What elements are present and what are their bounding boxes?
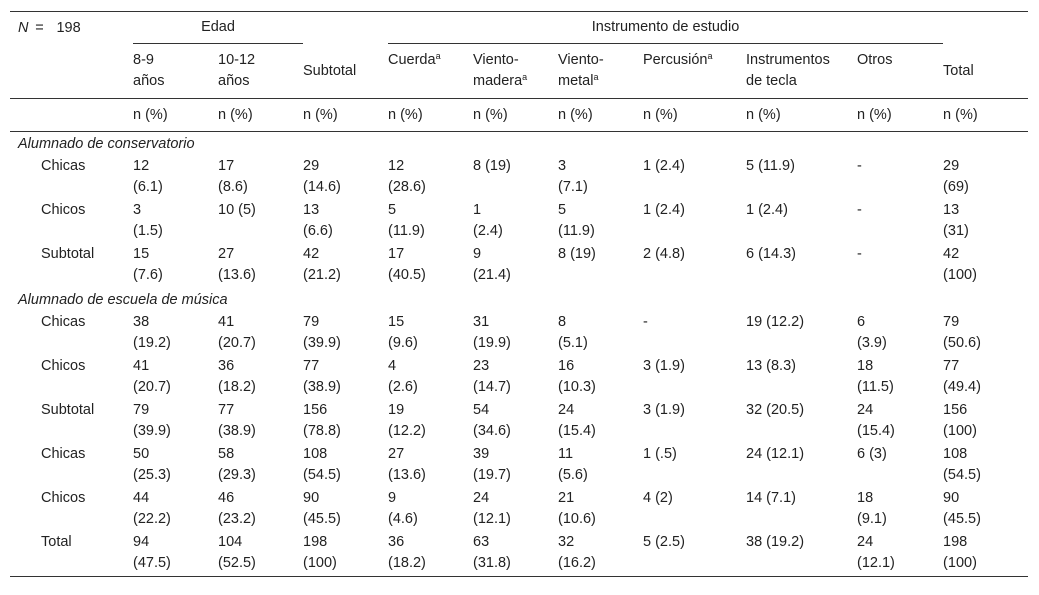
row-label: Subtotal xyxy=(41,402,95,418)
unit-header: n (%) xyxy=(303,99,388,132)
data-cell: 79 (39.9) xyxy=(133,402,171,439)
row-label: Chicas xyxy=(41,446,86,462)
column-header: Cuerda$^a$ xyxy=(388,45,473,99)
data-cell: 27 (13.6) xyxy=(388,446,426,483)
data-cell: 156 (78.8) xyxy=(303,402,341,439)
table-row xyxy=(10,532,1028,577)
data-cell: 39 (19.7) xyxy=(473,446,511,483)
data-cell: 1 (2.4) xyxy=(473,202,503,239)
table-row xyxy=(10,244,1028,288)
data-cell: 156 (100) xyxy=(943,402,977,439)
data-cell: 9 (4.6) xyxy=(388,490,418,527)
data-cell: 90 (45.5) xyxy=(303,490,341,527)
data-cell: - xyxy=(643,314,648,330)
header-unit-row xyxy=(10,99,1028,132)
data-cell: 19 (12.2) xyxy=(746,314,805,330)
table-row xyxy=(10,156,1028,200)
instrument-group-header: Instrumento de estudio xyxy=(388,12,943,45)
data-cell: 5 (2.5) xyxy=(643,532,746,577)
data-cell: 3 (1.9) xyxy=(643,358,685,374)
data-cell: 108 (54.5) xyxy=(303,446,341,483)
data-cell: 24 (15.4) xyxy=(558,402,596,439)
data-cell: 50 (25.3) xyxy=(133,446,171,483)
data-cell: 17 (40.5) xyxy=(388,246,426,283)
data-cell: 13 (8.3) xyxy=(746,358,796,374)
data-cell: - xyxy=(857,202,862,218)
header-columns-row xyxy=(10,45,1028,99)
data-cell: 54 (34.6) xyxy=(473,402,511,439)
table-row xyxy=(10,356,1028,400)
column-header: 10-12 años xyxy=(218,45,303,99)
data-cell: 79 (39.9) xyxy=(303,314,341,351)
data-cell: 79 (50.6) xyxy=(943,314,981,351)
data-cell: 16 (10.3) xyxy=(558,358,596,395)
data-cell: 8 (5.1) xyxy=(558,314,588,351)
data-cell: 1 (2.4) xyxy=(746,202,788,218)
data-cell: 44 (22.2) xyxy=(133,490,171,527)
unit-header: n (%) xyxy=(943,99,1028,132)
row-label: Chicos xyxy=(41,490,86,506)
section-row xyxy=(10,132,1028,157)
statistics-table xyxy=(10,11,1028,577)
unit-header: n (%) xyxy=(218,99,303,132)
data-cell: 23 (14.7) xyxy=(473,358,511,395)
unit-header: n (%) xyxy=(558,99,643,132)
data-cell: 198 (100) xyxy=(303,532,388,577)
table-row xyxy=(10,488,1028,532)
data-cell: 32 (20.5) xyxy=(746,402,805,418)
data-cell: 63 (31.8) xyxy=(473,532,558,577)
unit-header: n (%) xyxy=(746,99,857,132)
unit-header: n (%) xyxy=(643,99,746,132)
data-cell: 29 (69) xyxy=(943,158,969,195)
column-header: Percusión$^a$ xyxy=(643,45,746,99)
data-cell: 77 (38.9) xyxy=(303,358,341,395)
data-cell: 5 (11.9) xyxy=(558,202,595,239)
data-cell: 14 (7.1) xyxy=(746,490,796,506)
column-header: Total xyxy=(943,45,1028,99)
data-cell: 94 (47.5) xyxy=(133,532,218,577)
data-cell: 108 (54.5) xyxy=(943,446,981,483)
table-body xyxy=(10,132,1028,577)
data-cell: 24 (12.1) xyxy=(746,446,805,462)
section-row xyxy=(10,288,1028,312)
data-cell: 1 (.5) xyxy=(643,446,677,462)
data-cell: 58 (29.3) xyxy=(218,446,256,483)
data-cell: 13 (31) xyxy=(943,202,969,239)
data-cell: 8 (19) xyxy=(558,246,596,262)
data-cell: 36 (18.2) xyxy=(388,532,473,577)
data-cell: 3 (1.5) xyxy=(133,202,163,239)
data-cell: 42 (21.2) xyxy=(303,246,341,283)
data-cell: 13 (6.6) xyxy=(303,202,333,239)
data-cell: 6 (3) xyxy=(857,446,887,462)
data-cell: 17 (8.6) xyxy=(218,158,248,195)
unit-header: n (%) xyxy=(473,99,558,132)
column-header: Instrumentos de tecla xyxy=(746,45,857,99)
row-label: Subtotal xyxy=(41,246,95,262)
data-cell: 24 (15.4) xyxy=(857,402,895,439)
age-group-header: Edad xyxy=(133,12,303,45)
data-cell: 198 (100) xyxy=(943,532,1028,577)
column-header: 8-9 años xyxy=(133,45,218,99)
data-cell: 8 (19) xyxy=(473,158,511,174)
data-cell: 11 (5.6) xyxy=(558,446,588,483)
sample-size-cell: N = 198 xyxy=(10,12,133,45)
data-cell: 18 (9.1) xyxy=(857,490,887,527)
data-cell: 10 (5) xyxy=(218,202,256,218)
column-header: Viento- madera$^a$ xyxy=(473,45,558,99)
data-cell: 9 (21.4) xyxy=(473,246,511,283)
data-cell: 32 (16.2) xyxy=(558,532,643,577)
table-row xyxy=(10,444,1028,488)
column-header: Otros xyxy=(857,45,943,99)
data-cell: 6 (14.3) xyxy=(746,246,796,262)
data-cell: 27 (13.6) xyxy=(218,246,256,283)
row-label: Chicos xyxy=(41,202,86,218)
data-cell: 4 (2.6) xyxy=(388,358,418,395)
data-cell: 41 (20.7) xyxy=(218,314,256,351)
data-cell: 77 (49.4) xyxy=(943,358,981,395)
table-row xyxy=(10,312,1028,356)
row-label: Total xyxy=(10,532,133,577)
data-cell: 5 (11.9) xyxy=(746,158,795,174)
data-cell: 15 (7.6) xyxy=(133,246,163,283)
data-cell: 1 (2.4) xyxy=(643,202,685,218)
table-row xyxy=(10,200,1028,244)
data-cell: - xyxy=(857,246,862,262)
data-cell: 29 (14.6) xyxy=(303,158,341,195)
data-cell: 104 (52.5) xyxy=(218,532,303,577)
data-cell: 24 (12.1) xyxy=(473,490,511,527)
row-label: Chicas xyxy=(41,158,86,174)
table-row xyxy=(10,400,1028,444)
data-cell: 5 (11.9) xyxy=(388,202,425,239)
unit-header: n (%) xyxy=(857,99,943,132)
data-cell: 4 (2) xyxy=(643,490,673,506)
data-cell: 15 (9.6) xyxy=(388,314,418,351)
unit-header: n (%) xyxy=(133,99,218,132)
data-cell: 12 (28.6) xyxy=(388,158,426,195)
data-cell: 1 (2.4) xyxy=(643,158,685,174)
data-cell: 38 (19.2) xyxy=(133,314,171,351)
data-cell: 38 (19.2) xyxy=(746,532,857,577)
data-cell: 42 (100) xyxy=(943,246,977,283)
data-cell: 90 (45.5) xyxy=(943,490,981,527)
header-group-row xyxy=(10,12,1028,45)
data-cell: 77 (38.9) xyxy=(218,402,256,439)
column-header: Subtotal xyxy=(303,45,388,99)
data-cell: 12 (6.1) xyxy=(133,158,163,195)
row-label: Chicas xyxy=(41,314,86,330)
column-header: Viento- metal$^a$ xyxy=(558,45,643,99)
data-cell: 24 (12.1) xyxy=(857,532,943,577)
data-cell: 46 (23.2) xyxy=(218,490,256,527)
data-cell: - xyxy=(857,158,862,174)
section-title: Alumnado de escuela de música xyxy=(18,292,228,308)
unit-header: n (%) xyxy=(388,99,473,132)
data-cell: 2 (4.8) xyxy=(643,246,685,262)
data-cell: 3 (1.9) xyxy=(643,402,685,418)
row-label: Chicos xyxy=(41,358,86,374)
data-cell: 3 (7.1) xyxy=(558,158,588,195)
data-cell: 21 (10.6) xyxy=(558,490,596,527)
data-cell: 19 (12.2) xyxy=(388,402,426,439)
data-cell: 31 (19.9) xyxy=(473,314,511,351)
data-cell: 6 (3.9) xyxy=(857,314,887,351)
section-title: Alumnado de conservatorio xyxy=(18,136,195,152)
data-cell: 41 (20.7) xyxy=(133,358,171,395)
data-cell: 36 (18.2) xyxy=(218,358,256,395)
data-cell: 18 (11.5) xyxy=(857,358,894,395)
